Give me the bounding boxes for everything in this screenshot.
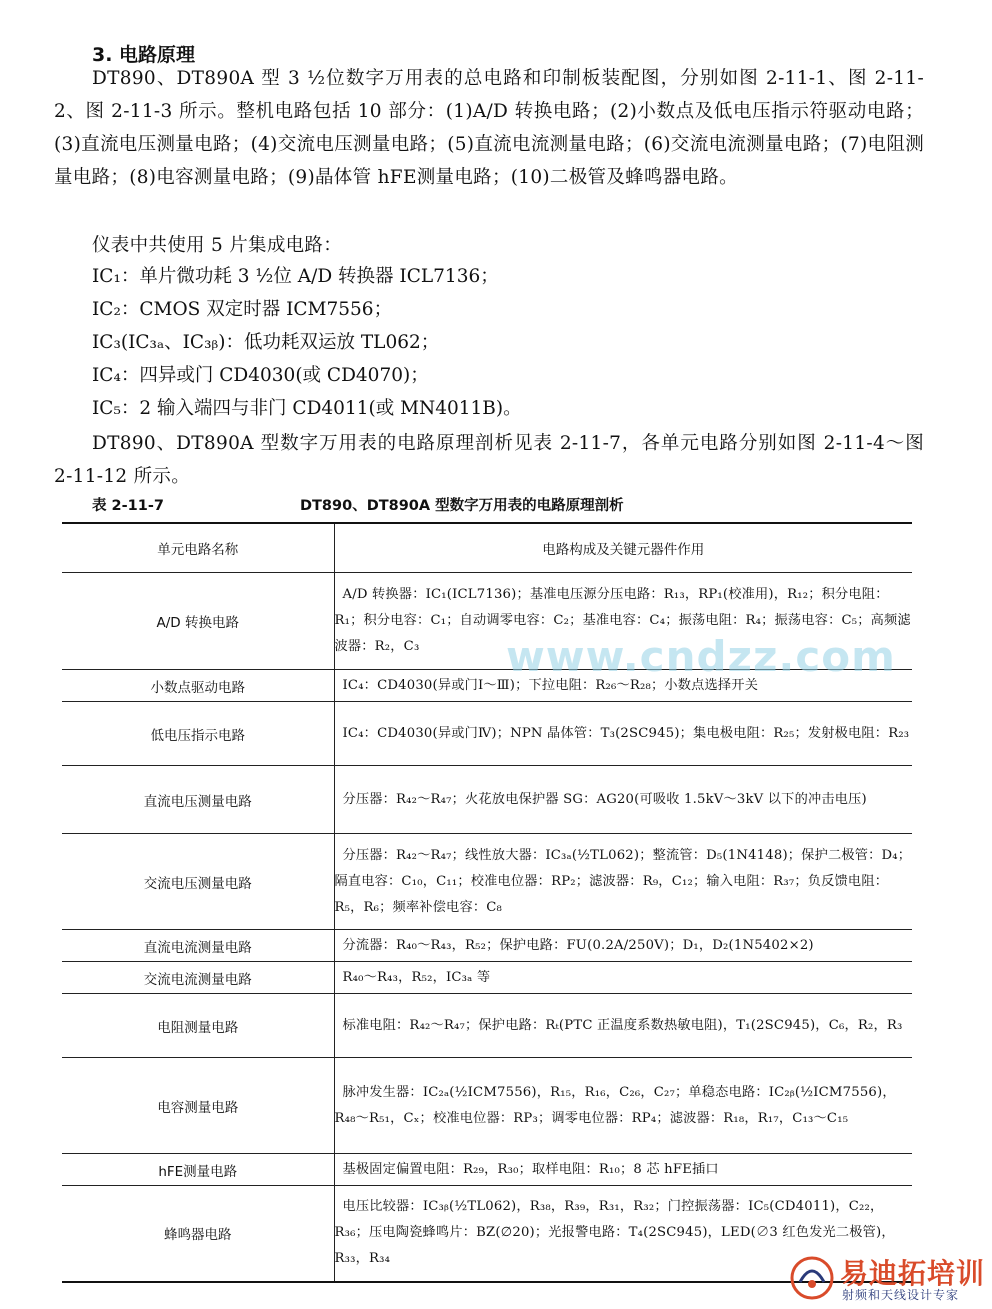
unit-desc-cell: A/D 转换器：IC₁(ICL7136)；基准电压源分压电路：R₁₃，RP₁(校准用)，R₁₂；积分电阻：R₁；积分电容：C₁；自动调零电容：C₂；基准电容：C₄；振荡电阻：R₄；振荡电容：C₅；高频滤波器：R₂，C₃ bbox=[334, 573, 912, 670]
column-header-unit-name: 单元电路名称 bbox=[62, 523, 334, 573]
table-row bbox=[62, 1058, 912, 1154]
unit-desc-cell: 基极固定偏置电阻：R₂₉，R₃₀；取样电阻：R₁₀；8 芯 hFE插口 bbox=[334, 1154, 912, 1186]
unit-name-cell: 直流电流测量电路 bbox=[62, 930, 334, 962]
table-row bbox=[62, 766, 912, 834]
unit-desc-cell: 电压比较器：IC₃ᵦ(½TL062)，R₃₈，R₃₉，R₃₁，R₃₂；门控振荡器：IC₅(CD4011)，C₂₂，R₃₆；压电陶瓷蜂鸣片：BZ(∅20)；光报警电路：T₄(2SC945)，LED(∅3 红色发光二极管)，R₃₃，R₃₄ bbox=[334, 1186, 912, 1282]
ic-count-paragraph: 仪表中共使用 5 片集成电路： bbox=[92, 235, 343, 256]
table-row bbox=[62, 702, 912, 766]
table-row bbox=[62, 930, 912, 962]
unit-desc-cell: 分压器：R₄₂～R₄₇；火花放电保护器 SG：AG20(可吸收 1.5kV～3kV 以下的冲击电压) bbox=[334, 766, 912, 834]
unit-desc-cell: IC₄：CD4030(异或门Ⅳ)；NPN 晶体管：T₃(2SC945)；集电极电阻：R₂₅；发射极电阻：R₂₃ bbox=[334, 702, 912, 766]
section-heading: 3. 电路原理 bbox=[92, 44, 196, 66]
unit-desc-cell: 分压器：R₄₂～R₄₇；线性放大器：IC₃ₐ(½TL062)；整流管：D₅(1N4148)；保护二极管：D₄；隔直电容：C₁₀，C₁₁；校准电位器：RP₂；滤波器：R₉，C₁₂；输入电阻：R₃₇；负反馈电阻：R₅，R₆；频率补偿电容：C₈ bbox=[334, 834, 912, 930]
unit-desc-cell: 脉冲发生器：IC₂ₐ(½ICM7556)，R₁₅，R₁₆，C₂₆，C₂₇；单稳态电路：IC₂ᵦ(½ICM7556)，R₄₈～R₅₁，Cₓ；校准电位器：RP₃；调零电位器：RP₄；滤波器：R₁₈，R₁₇，C₁₃～C₁₅ bbox=[334, 1058, 912, 1154]
ic-list-item: IC₂：CMOS 双定时器 ICM7556； bbox=[92, 299, 393, 320]
table-row bbox=[62, 1186, 912, 1282]
table-title: DT890、DT890A 型数字万用表的电路原理剖析 bbox=[300, 498, 624, 514]
table-row bbox=[62, 994, 912, 1058]
ic-list-item: IC₃(IC₃ₐ、IC₃ᵦ)：低功耗双运放 TL062； bbox=[92, 332, 440, 353]
unit-desc-cell: IC₄：CD4030(异或门Ⅰ～Ⅲ)；下拉电阻：R₂₆～R₂₈；小数点选择开关 bbox=[334, 670, 912, 702]
ic-list-item: IC₄：四异或门 CD4030(或 CD4070)； bbox=[92, 365, 429, 386]
unit-name-cell: 低电压指示电路 bbox=[62, 702, 334, 766]
unit-desc-cell: R₄₀～R₄₃，R₅₂，IC₃ₐ 等 bbox=[334, 962, 912, 994]
unit-desc-cell: 分流器：R₄₀～R₄₃，R₅₂；保护电路：FU(0.2A/250V)；D₁，D₂(1N5402×2) bbox=[334, 930, 912, 962]
unit-name-cell: 电容测量电路 bbox=[62, 1058, 334, 1154]
ic-list-item: IC₁：单片微功耗 3 ½位 A/D 转换器 ICL7136； bbox=[92, 266, 499, 287]
unit-name-cell: 电阻测量电路 bbox=[62, 994, 334, 1058]
brand-logo bbox=[788, 1252, 988, 1306]
unit-desc-cell: 标准电阻：R₄₂～R₄₇；保护电路：Rₜ(PTC 正温度系数热敏电阻)，T₁(2SC945)，C₆，R₂，R₃ bbox=[334, 994, 912, 1058]
table-header-row bbox=[62, 523, 912, 573]
column-header-composition: 电路构成及关键元器件作用 bbox=[334, 523, 912, 573]
intro-paragraph: DT890、DT890A 型 3 ½位数字万用表的总电路和印制板装配图，分别如图 2-11-1、图 2-11-2、图 2-11-3 所示。整机电路包括 10 部分：(1)A/D 转换电路；(2)小数点及低电压指示符驱动电路；(3)直流电压测量电路；(4)交流电压测量电路；(5)直流电流测量电路；(6)交流电流测量电路；(7)电阻测量电路；(8)电容测量电路；(9)晶体管 hFE测量电路；(10)二极管及蜂鸣器电路。 bbox=[54, 68, 924, 188]
unit-name-cell: 小数点驱动电路 bbox=[62, 670, 334, 702]
brand-emblem-icon bbox=[788, 1254, 836, 1302]
brand-tagline: 射频和天线设计专家 bbox=[842, 1288, 960, 1302]
ic-list-item: IC₅：2 输入端四与非门 CD4011(或 MN4011B)。 bbox=[92, 398, 522, 419]
table-row bbox=[62, 1154, 912, 1186]
unit-name-cell: 交流电流测量电路 bbox=[62, 962, 334, 994]
unit-name-cell: hFE测量电路 bbox=[62, 1154, 334, 1186]
table-row bbox=[62, 962, 912, 994]
unit-name-cell: 蜂鸣器电路 bbox=[62, 1186, 334, 1282]
unit-name-cell: 交流电压测量电路 bbox=[62, 834, 334, 930]
analysis-reference-paragraph: DT890、DT890A 型数字万用表的电路原理剖析见表 2-11-7，各单元电路分别如图 2-11-4～图 2-11-12 所示。 bbox=[54, 433, 924, 487]
table-row bbox=[62, 834, 912, 930]
watermark-text: www.cndzz.com bbox=[506, 632, 896, 681]
unit-name-cell: 直流电压测量电路 bbox=[62, 766, 334, 834]
table-caption bbox=[62, 494, 912, 518]
brand-name: 易迪拓培训 bbox=[840, 1257, 986, 1290]
unit-name-cell: A/D 转换电路 bbox=[62, 573, 334, 670]
table-number: 表 2-11-7 bbox=[92, 498, 164, 514]
